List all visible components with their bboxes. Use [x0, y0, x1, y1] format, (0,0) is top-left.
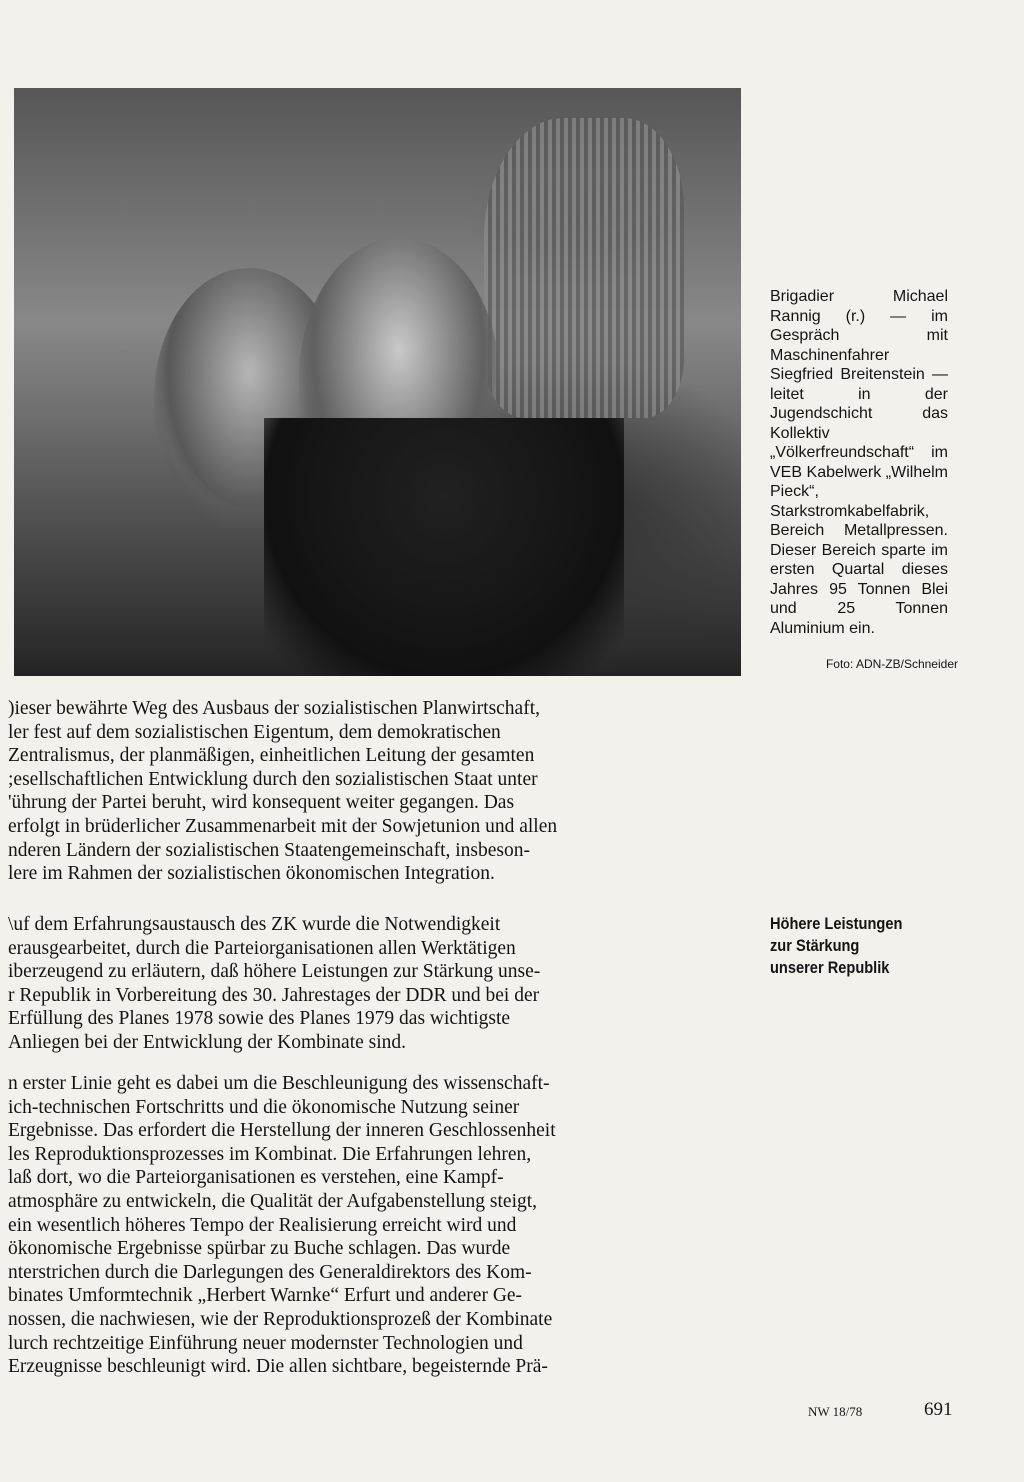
body-paragraph-3: n erster Linie geht es dabei um die Beschleunigung des wissenschaft- ich-technischen Fortschritts und die ökonomische Nutzung seiner Ergebnisse. Das erfordert die Herstellung der inneren Geschlossenheit les Reproduktionsprozesses im Kombinat. Die Erfahrungen lehren, laß dort, wo die Parteiorganisationen es verstehen, eine Kampf- atmosphäre zu entwickeln, die Qualität der Aufgabenstellung steigt, ein wesentlich höheres Tempo der Realisierung erreicht wird und ökonomische Ergebnisse spürbar zu Buche schlagen. Das wurde nterstrichen durch die Darlegungen des Generaldirektors des Kom- binates Umformtechnik „Herbert Warnke“ Erfurt und anderer Ge- nossen, die nachwiesen, wie der Reproduktionsprozeß der Kombinate lurch rechtzeitige Einführung neuer modernster Technologien und Erzeugnisse beschleunigt wird. Die allen sichtbare, begeisternde Prä- [8, 1073, 556, 1378]
footer-source: NW 18/78 [808, 1404, 863, 1419]
cable-drum-machine [484, 118, 684, 418]
photo-caption: Brigadier Michael Rannig (r.) — im Gespräch mit Maschinenfahrer Siegfried Breitenstein — leitet in der Jugendschicht das Kollektiv „Völkerfreundschaft“ im VEB Kabelwerk „Wilhelm Pieck“, Starkstromkabelfabrik, Bereich Metallpressen. Dieser Bereich sparte im ersten Quartal dieses Jahres 95 Tonnen Blei und 25 Tonnen Aluminium ein. [770, 288, 948, 637]
body-paragraph-2: \uf dem Erfahrungsaustausch des ZK wurde die Notwendigkeit erausgearbeitet, durch die Parteiorganisationen allen Werktätigen iberzeugend zu erläutern, daß höhere Leistungen zur Stärkung unse- r Republik in Vorbereitung des 30. Jahrestages der DDR und bei der Erfüllung des Planes 1978 sowie des Planes 1979 das wichtigste Anliegen bei der Entwicklung der Kombinate sind. [8, 914, 541, 1053]
side-heading: Höhere Leistungen zur Stärkung unserer Republik [770, 914, 903, 977]
body-paragraph-1: )ieser bewährte Weg des Ausbaus der sozialistischen Planwirtschaft, ler fest auf dem sozialistischen Eigentum, dem demokratischen Zentralismus, der planmäßigen, einheitlichen Leitung der gesamten ;esellschaftlichen Entwicklung durch den sozialistischen Staat unter 'ührung der Partei beruht, wird konsequent weiter gegangen. Das erfolgt in brüderlicher Zusammenarbeit mit der Sowjetunion und allen nderen Ländern der sozialistischen Staatengemeinschaft, insbeson- lere im Rahmen der sozialistischen ökonomischen Integration. [8, 698, 558, 885]
page-number: 691 [924, 1399, 953, 1420]
photo-credit: Foto: ADN-ZB/Schneider [825, 657, 958, 671]
worker-body [264, 418, 624, 676]
photo [14, 88, 741, 676]
